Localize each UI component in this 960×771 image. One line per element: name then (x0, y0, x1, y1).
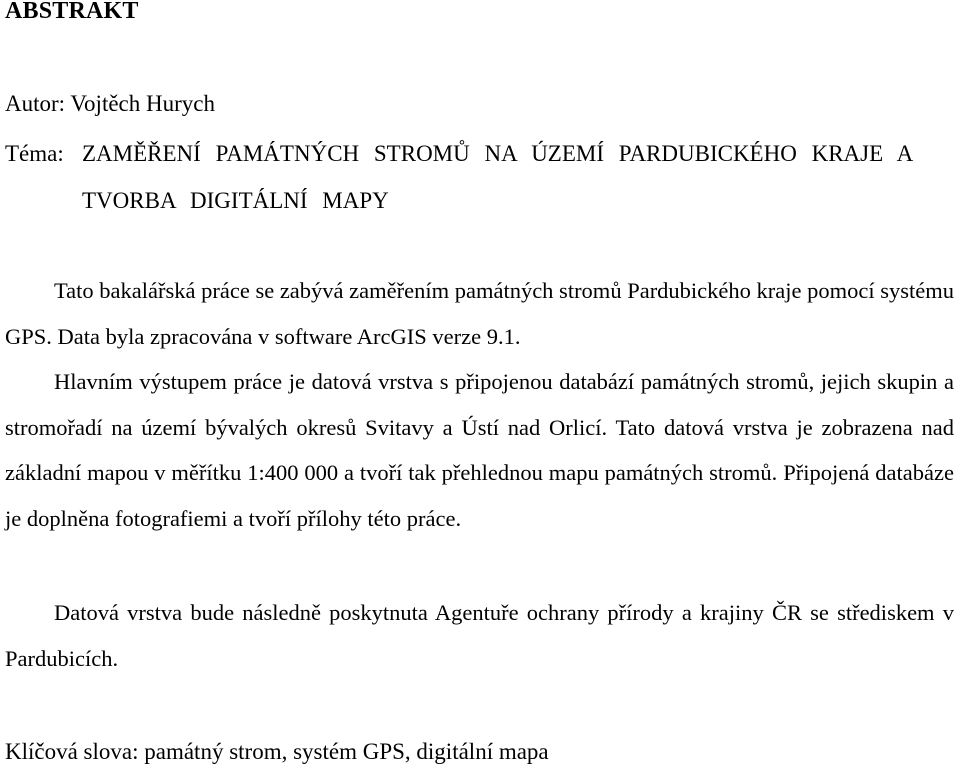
abstract-paragraph-1: Tato bakalářská práce se zabývá zaměřením památných stromů Pardubického kraje pomocí systému GPS. Data byla zpracována v software ArcGIS verze 9.1. (5, 278, 954, 349)
topic-line (5, 130, 960, 224)
abstract-paragraph-2: Hlavním výstupem práce je datová vrstva s připojenou databází památných stromů, jejich skupin a stromořadí na území bývalých okresů Svitavy a Ústí nad Orlicí. Tato datová vrstva je zobrazena nad základní mapou v měřítku 1:400 000 a tvoří tak přehlednou mapu památných stromů. Připojená databáze je doplněna fotografiemi a tvoří přílohy této práce. (5, 369, 954, 531)
topic-text: ZAMĚŘENÍ PAMÁTNÝCH STROMŮ NA ÚZEMÍ PARDUBICKÉHO KRAJE A TVORBA DIGITÁLNÍ MAPY (82, 141, 912, 213)
author-line (5, 89, 215, 119)
author-name: Vojtěch Hurych (70, 91, 215, 116)
keywords-text: památný strom, systém GPS, digitální mapa (144, 739, 549, 764)
author-label: Autor: (5, 91, 66, 116)
keywords-label: Klíčová slova: (5, 739, 139, 764)
abstract-paragraph-3: Datová vrstva bude následně poskytnuta Agentuře ochrany přírody a krajiny ČR se střediskem v Pardubicích. (5, 600, 954, 671)
page-title: ABSTRAKT (5, 0, 139, 24)
topic-label: Téma: (5, 141, 64, 166)
keywords-line (5, 737, 549, 767)
